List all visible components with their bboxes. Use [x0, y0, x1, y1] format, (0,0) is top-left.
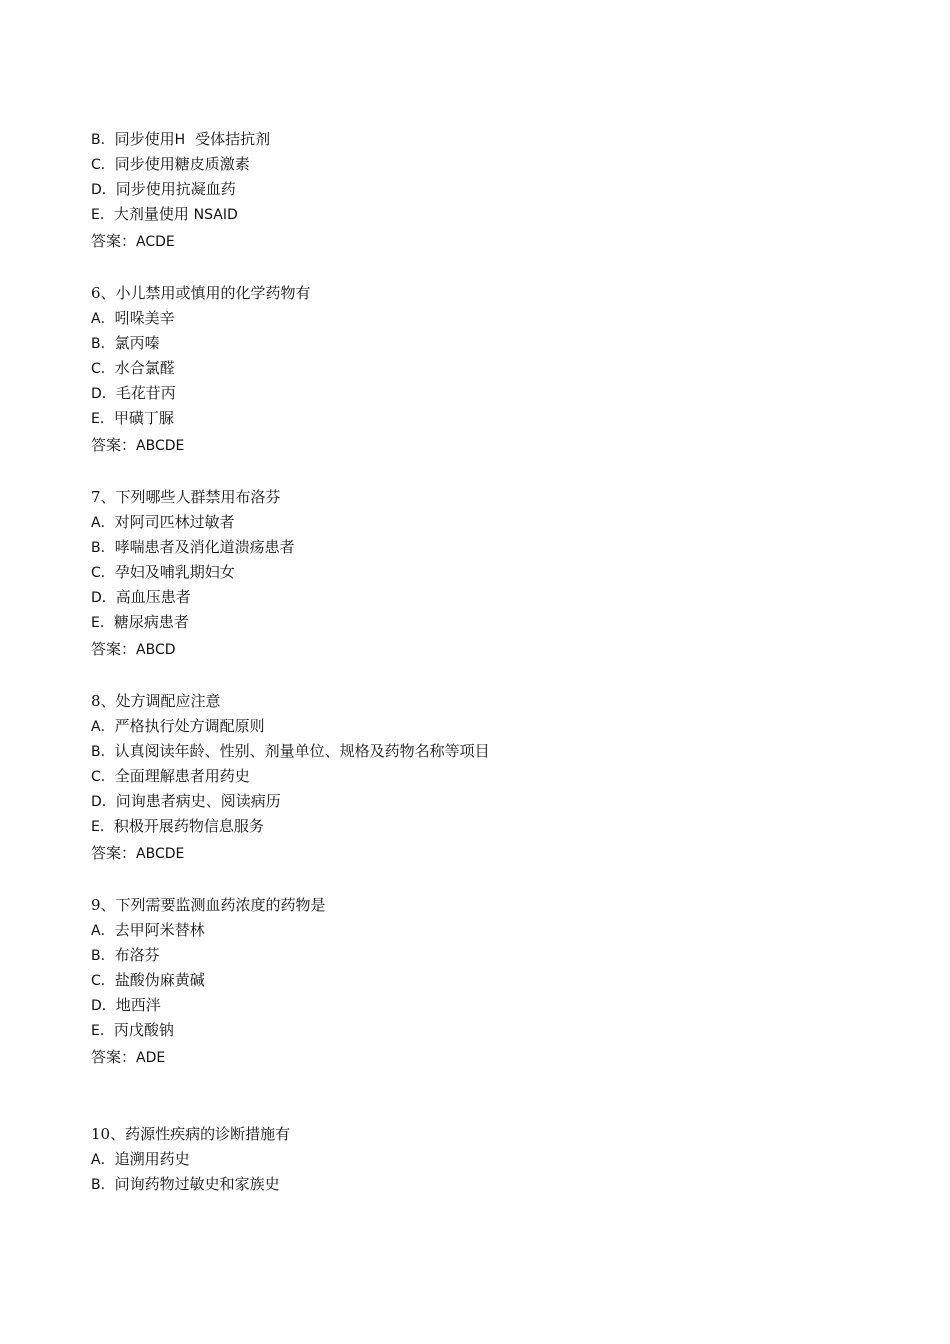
option-text: 认真阅读年龄、性别、剂量单位、规格及药物名称等项目 — [114, 742, 490, 760]
option-text: 地西泮 — [115, 996, 161, 1014]
question-stem: 8、处方调配应注意 — [91, 692, 221, 710]
q10-stem — [91, 1122, 290, 1146]
q9-option-c — [91, 968, 205, 992]
option-text-latin: NSAID — [193, 207, 238, 223]
q6-option-d — [91, 381, 176, 405]
q5-option-d — [91, 177, 236, 201]
question-stem: 7、下列哪些人群禁用布洛芬 — [91, 488, 281, 506]
q6-stem — [91, 281, 311, 305]
option-text: 对阿司匹林过敏者 — [114, 513, 235, 531]
option-text: 积极开展药物信息服务 — [113, 817, 264, 835]
q9-option-a — [91, 918, 205, 942]
option-letter: C． — [91, 157, 115, 173]
answer-value: ABCDE — [136, 438, 185, 454]
q7-stem — [91, 485, 281, 509]
q6-answer — [91, 433, 184, 457]
option-text: 问询药物过敏史和家族史 — [114, 1175, 280, 1193]
option-letter: E． — [91, 615, 114, 631]
answer-label: 答案： — [91, 640, 137, 658]
option-letter: C． — [91, 361, 115, 377]
q5-answer — [91, 229, 175, 253]
answer-value: ADE — [136, 1050, 166, 1066]
q5-option-b — [91, 127, 270, 151]
option-text: 孕妇及哺乳期妇女 — [114, 563, 235, 581]
q8-option-d — [91, 789, 281, 813]
q6-option-a — [91, 306, 175, 330]
option-letter: D． — [91, 386, 116, 402]
option-letter: E． — [91, 411, 114, 427]
option-text: 糖尿病患者 — [113, 613, 189, 631]
q7-option-a — [91, 510, 235, 534]
answer-value: ABCD — [136, 642, 176, 658]
option-text: 水合氯醛 — [114, 359, 175, 377]
q9-option-e — [91, 1018, 174, 1042]
q7-option-b — [91, 535, 295, 559]
question-stem: 10、药源性疾病的诊断措施有 — [91, 1125, 291, 1143]
q9-answer — [91, 1045, 165, 1069]
option-letter: B． — [91, 948, 115, 964]
option-letter: D． — [91, 998, 116, 1014]
q5-option-e — [91, 202, 238, 226]
question-stem: 6、小儿禁用或慎用的化学药物有 — [91, 284, 311, 302]
option-text: 受体拮抗剂 — [195, 130, 271, 148]
q8-answer — [91, 841, 184, 865]
question-stem: 9、下列需要监测血药浓度的药物是 — [91, 896, 326, 914]
option-letter: E． — [91, 819, 114, 835]
option-text: 严格执行处方调配原则 — [114, 717, 265, 735]
q10-option-b — [91, 1172, 280, 1196]
option-text: 全面理解患者用药史 — [114, 767, 250, 785]
q7-answer — [91, 637, 176, 661]
option-letter: B． — [91, 336, 115, 352]
q9-option-d — [91, 993, 161, 1017]
option-letter: B． — [91, 744, 115, 760]
option-text: 同步使用抗凝血药 — [115, 180, 236, 198]
option-text-latin: H — [174, 132, 186, 148]
q5-option-c — [91, 152, 250, 176]
q9-option-b — [91, 943, 160, 967]
option-text: 哮喘患者及消化道溃疡患者 — [114, 538, 295, 556]
q6-option-e — [91, 406, 174, 430]
q7-option-e — [91, 610, 189, 634]
answer-label: 答案： — [91, 1048, 137, 1066]
q6-option-c — [91, 356, 175, 380]
q8-option-b — [91, 739, 490, 763]
q8-stem — [91, 689, 221, 713]
option-letter: A． — [91, 515, 115, 531]
option-text: 吲哚美辛 — [114, 309, 175, 327]
option-letter: E． — [91, 1023, 114, 1039]
option-letter: D． — [91, 590, 116, 606]
option-letter: A． — [91, 311, 115, 327]
option-text: 大剂量使用 — [113, 205, 194, 223]
answer-label: 答案： — [91, 844, 137, 862]
q8-option-c — [91, 764, 250, 788]
option-text: 布洛芬 — [114, 946, 160, 964]
q8-option-a — [91, 714, 265, 738]
answer-label: 答案： — [91, 232, 137, 250]
option-letter: D． — [91, 794, 116, 810]
option-letter: C． — [91, 769, 115, 785]
q8-option-e — [91, 814, 264, 838]
option-text: 同步使用 — [114, 130, 175, 148]
q9-stem — [91, 893, 326, 917]
option-letter: A． — [91, 719, 115, 735]
option-text: 高血压患者 — [115, 588, 191, 606]
option-text: 毛花苷丙 — [115, 384, 176, 402]
q7-option-c — [91, 560, 235, 584]
option-text: 甲磺丁脲 — [113, 409, 174, 427]
option-text: 去甲阿米替林 — [114, 921, 205, 939]
option-letter: B． — [91, 132, 115, 148]
option-text: 追溯用药史 — [114, 1150, 190, 1168]
option-letter: A． — [91, 1152, 115, 1168]
option-letter: A． — [91, 923, 115, 939]
option-letter: D． — [91, 182, 116, 198]
option-letter: C． — [91, 565, 115, 581]
answer-label: 答案： — [91, 436, 137, 454]
option-text: 问询患者病史、阅读病历 — [115, 792, 281, 810]
option-letter: B． — [91, 1177, 115, 1193]
option-letter: C． — [91, 973, 115, 989]
answer-value: ACDE — [136, 234, 175, 250]
option-text: 同步使用糖皮质激素 — [114, 155, 250, 173]
option-text: 盐酸伪麻黄碱 — [114, 971, 205, 989]
option-text: 氯丙嗪 — [114, 334, 160, 352]
q6-option-b — [91, 331, 160, 355]
q10-option-a — [91, 1147, 190, 1171]
option-text: 丙戊酸钠 — [113, 1021, 174, 1039]
answer-value: ABCDE — [136, 846, 185, 862]
q7-option-d — [91, 585, 191, 609]
option-letter: B． — [91, 540, 115, 556]
option-letter: E． — [91, 207, 114, 223]
